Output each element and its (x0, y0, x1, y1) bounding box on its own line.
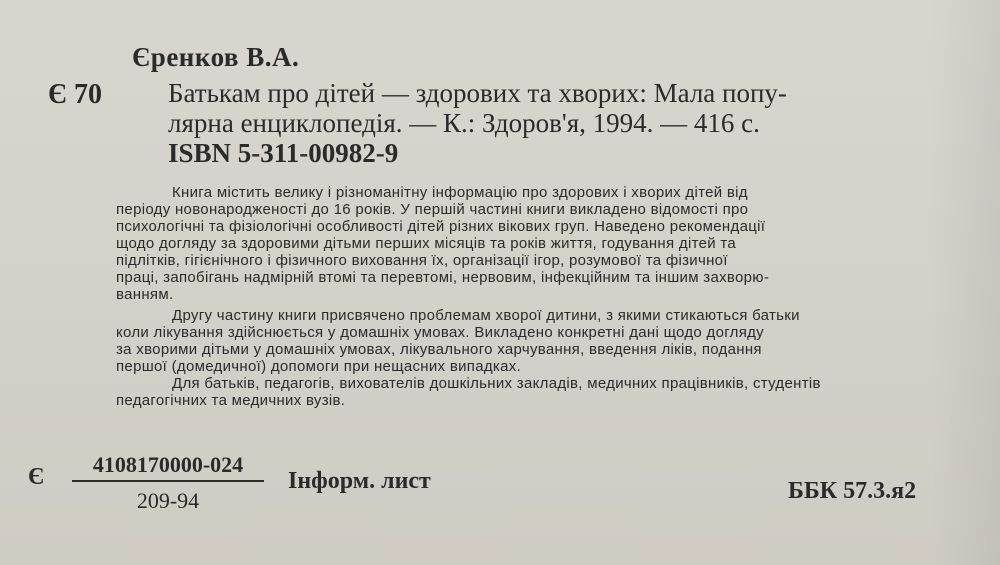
title-line: лярна енциклопедія. — К.: Здоров'я, 1994. — 416 с. (168, 108, 760, 138)
isbn-line: ISBN 5-311-00982-9 (168, 138, 399, 168)
annotation-text (116, 184, 934, 409)
annotation-line: Другу частину книги присвячено проблемам хворої дитини, з якими стикаються батьки (172, 307, 800, 324)
annotation-line: періоду новонародженості до 16 років. У першій частині книги викладено відомості про (116, 201, 749, 218)
bibliographic-title (168, 78, 968, 168)
fraction-denominator: 209-94 (136, 488, 200, 513)
annotation-line: за хворими дітьми у домашніх умовах, лікувального харчування, введення ліків, подання (116, 341, 762, 358)
annotation-line: підлітків, гігієнічного і фізичного виховання їх, організації ігор, розумової та фізичної (116, 252, 728, 269)
annotation-line: праці, запобігань надмірній втомі та перевтомі, нервовим, інфекційним та іншим захворю- (116, 269, 770, 286)
annotation-line: ванням. (116, 286, 174, 303)
catalog-index: Є 70 (48, 79, 102, 110)
inform-label: Інформ. лист (288, 468, 431, 494)
author-name: Єренков В.А. (132, 42, 300, 72)
annotation-line: коли лікування здійснюється у домашніх умовах. Викладено конкретні дані щодо догляду (116, 324, 764, 341)
annotation-line: щодо догляду за здоровими дітьми перших місяців та років життя, годування дітей та (116, 235, 737, 252)
annotation-line: педагогічних та медичних вузів. (116, 392, 346, 409)
fraction-numerator: 4108170000-024 (72, 452, 264, 482)
annotation-line: Для батьків, педагогів, вихователів дошкільних закладів, медичних працівників, студентів (172, 375, 821, 392)
footer-symbol: Є (28, 464, 45, 490)
title-line: Батькам про дітей — здорових та хворих: Мала попу- (168, 78, 787, 108)
catalog-fraction (72, 452, 264, 514)
annotation-line: першої (домедичної) допомоги при нещасних випадках. (116, 358, 521, 375)
bbk-code: ББК 57.3.я2 (788, 478, 917, 504)
annotation-line: психологічні та фізіологічні особливості дітей різних вікових груп. Наведено рекомендації (116, 218, 766, 235)
annotation-line: Книга містить велику і різноманітну інформацію про здорових і хворих дітей від (172, 184, 748, 201)
